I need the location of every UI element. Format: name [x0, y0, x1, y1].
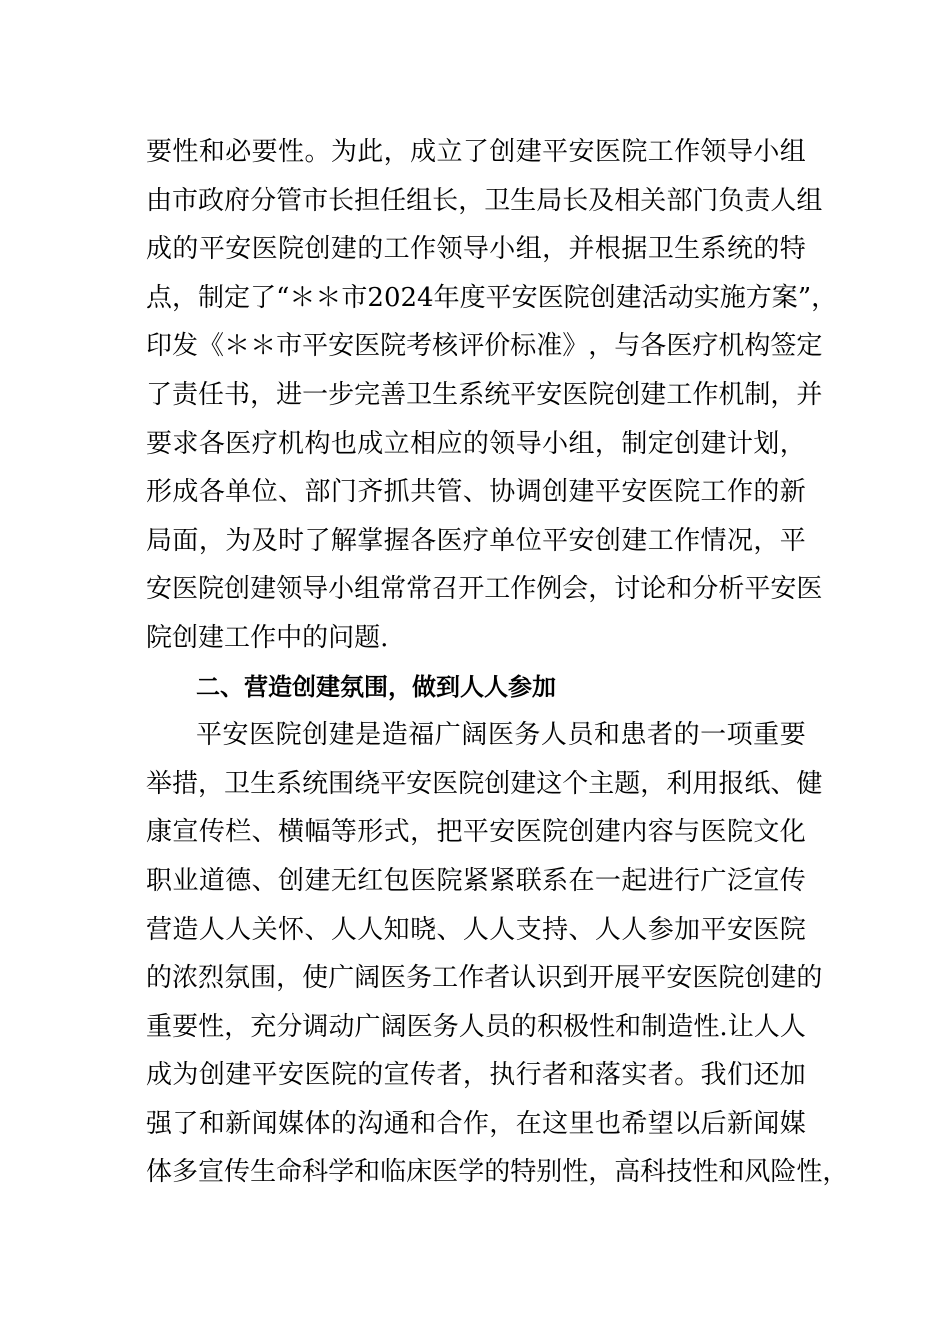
body-text-line: 重 要 性 ， 充 分 调 动 广 阔 医 务 人 员 的 积 极 性 和 制 造 性 . 让 人 人 — [146, 1011, 806, 1042]
body-text-line: 要 求 各 医 疗 机 构 也 成 立 相 应 的 领 导 小 组 ， 制 定 创 建 计 划 ， — [146, 428, 806, 459]
body-text-line: 成 为 创 建 平 安 医 院 的 宣 传 者 ， 执 行 者 和 落 实 者 。 我 们 还 加 — [146, 1060, 806, 1091]
body-text-line: 由 市 政 府 分 管 市 长 担 任 组 长 ， 卫 生 局 长 及 相 关 部 门 负 责 人 组 — [146, 185, 823, 216]
body-text-line: 职 业 道 德 、 创 建 无 红 包 医 院 紧 紧 联 系 在 一 起 进 行 广 泛 宣 传 — [146, 865, 806, 896]
document-page — [146, 128, 849, 1197]
body-text-line: 形 成 各 单 位 、 部 门 齐 抓 共 管 、 协 调 创 建 平 安 医 院 工 作 的 新 — [146, 477, 806, 508]
body-text-line: 局 面 ， 为 及 时 了 解 掌 握 各 医 疗 单 位 平 安 创 建 工 作 情 况 ， 平 — [146, 525, 806, 556]
body-text-line: 安 医 院 创 建 领 导 小 组 常 常 召 开 工 作 例 会 ， 讨 论 和 分 析 平 安 医 — [146, 574, 823, 605]
section-heading: 二、营造创建氛围，做到人人参加 — [196, 672, 556, 701]
body-text-line: 印 发 《 ＊ ＊ 市 平 安 医 院 考 核 评 价 标 准 》 ， 与 各 医 疗 机 构 签 定 — [146, 331, 823, 362]
body-text-line: 举 措 ， 卫 生 系 统 围 绕 平 安 医 院 创 建 这 个 主 题 ， 利 用 报 纸 、 健 — [146, 768, 823, 799]
body-text-line: 体 多 宣 传 生 命 科 学 和 临 床 医 学 的 特 别 性 ， 高 科 技 性 和 风 险 性 ， — [146, 1157, 849, 1188]
body-text-line: 要 性 和 必 要 性 。 为 此 ， 成 立 了 创 建 平 安 医 院 工 作 领 导 小 组 — [146, 137, 806, 167]
body-text-line: 院 创 建 工 作 中 的 问 题 . — [146, 622, 389, 653]
body-text-line: 康 宣 传 栏 、 横 幅 等 形 式 ， 把 平 安 医 院 创 建 内 容 与 医 院 文 化 — [146, 817, 806, 848]
body-text-line: 的 浓 烈 氛 围 ， 使 广 阔 医 务 工 作 者 认 识 到 开 展 平 安 医 院 创 建 的 — [146, 963, 823, 994]
body-text-line: 营 造 人 人 关 怀 、 人 人 知 晓 、 人 人 支 持 、 人 人 参 加 平 安 医 院 — [146, 914, 806, 945]
body-text-line: 平 安 医 院 创 建 是 造 福 广 阔 医 务 人 员 和 患 者 的 一 项 重 要 — [196, 720, 806, 751]
body-text-line: 成 的 平 安 医 院 创 建 的 工 作 领 导 小 组 ， 并 根 据 卫 生 系 统 的 特 — [146, 234, 806, 265]
body-text-line: 强 了 和 新 闻 媒 体 的 沟 通 和 合 作 ， 在 这 里 也 希 望 以 后 新 闻 媒 — [146, 1108, 806, 1139]
body-text-line: 点 ， 制 定 了 “ ＊ ＊ 市 2024 年 度 平 安 医 院 创 建 活 动 实 施 方 案 ” ， — [146, 282, 838, 313]
body-text-line: 了 责 任 书 ， 进 一 步 完 善 卫 生 系 统 平 安 医 院 创 建 工 作 机 制 ， 并 — [146, 379, 823, 410]
